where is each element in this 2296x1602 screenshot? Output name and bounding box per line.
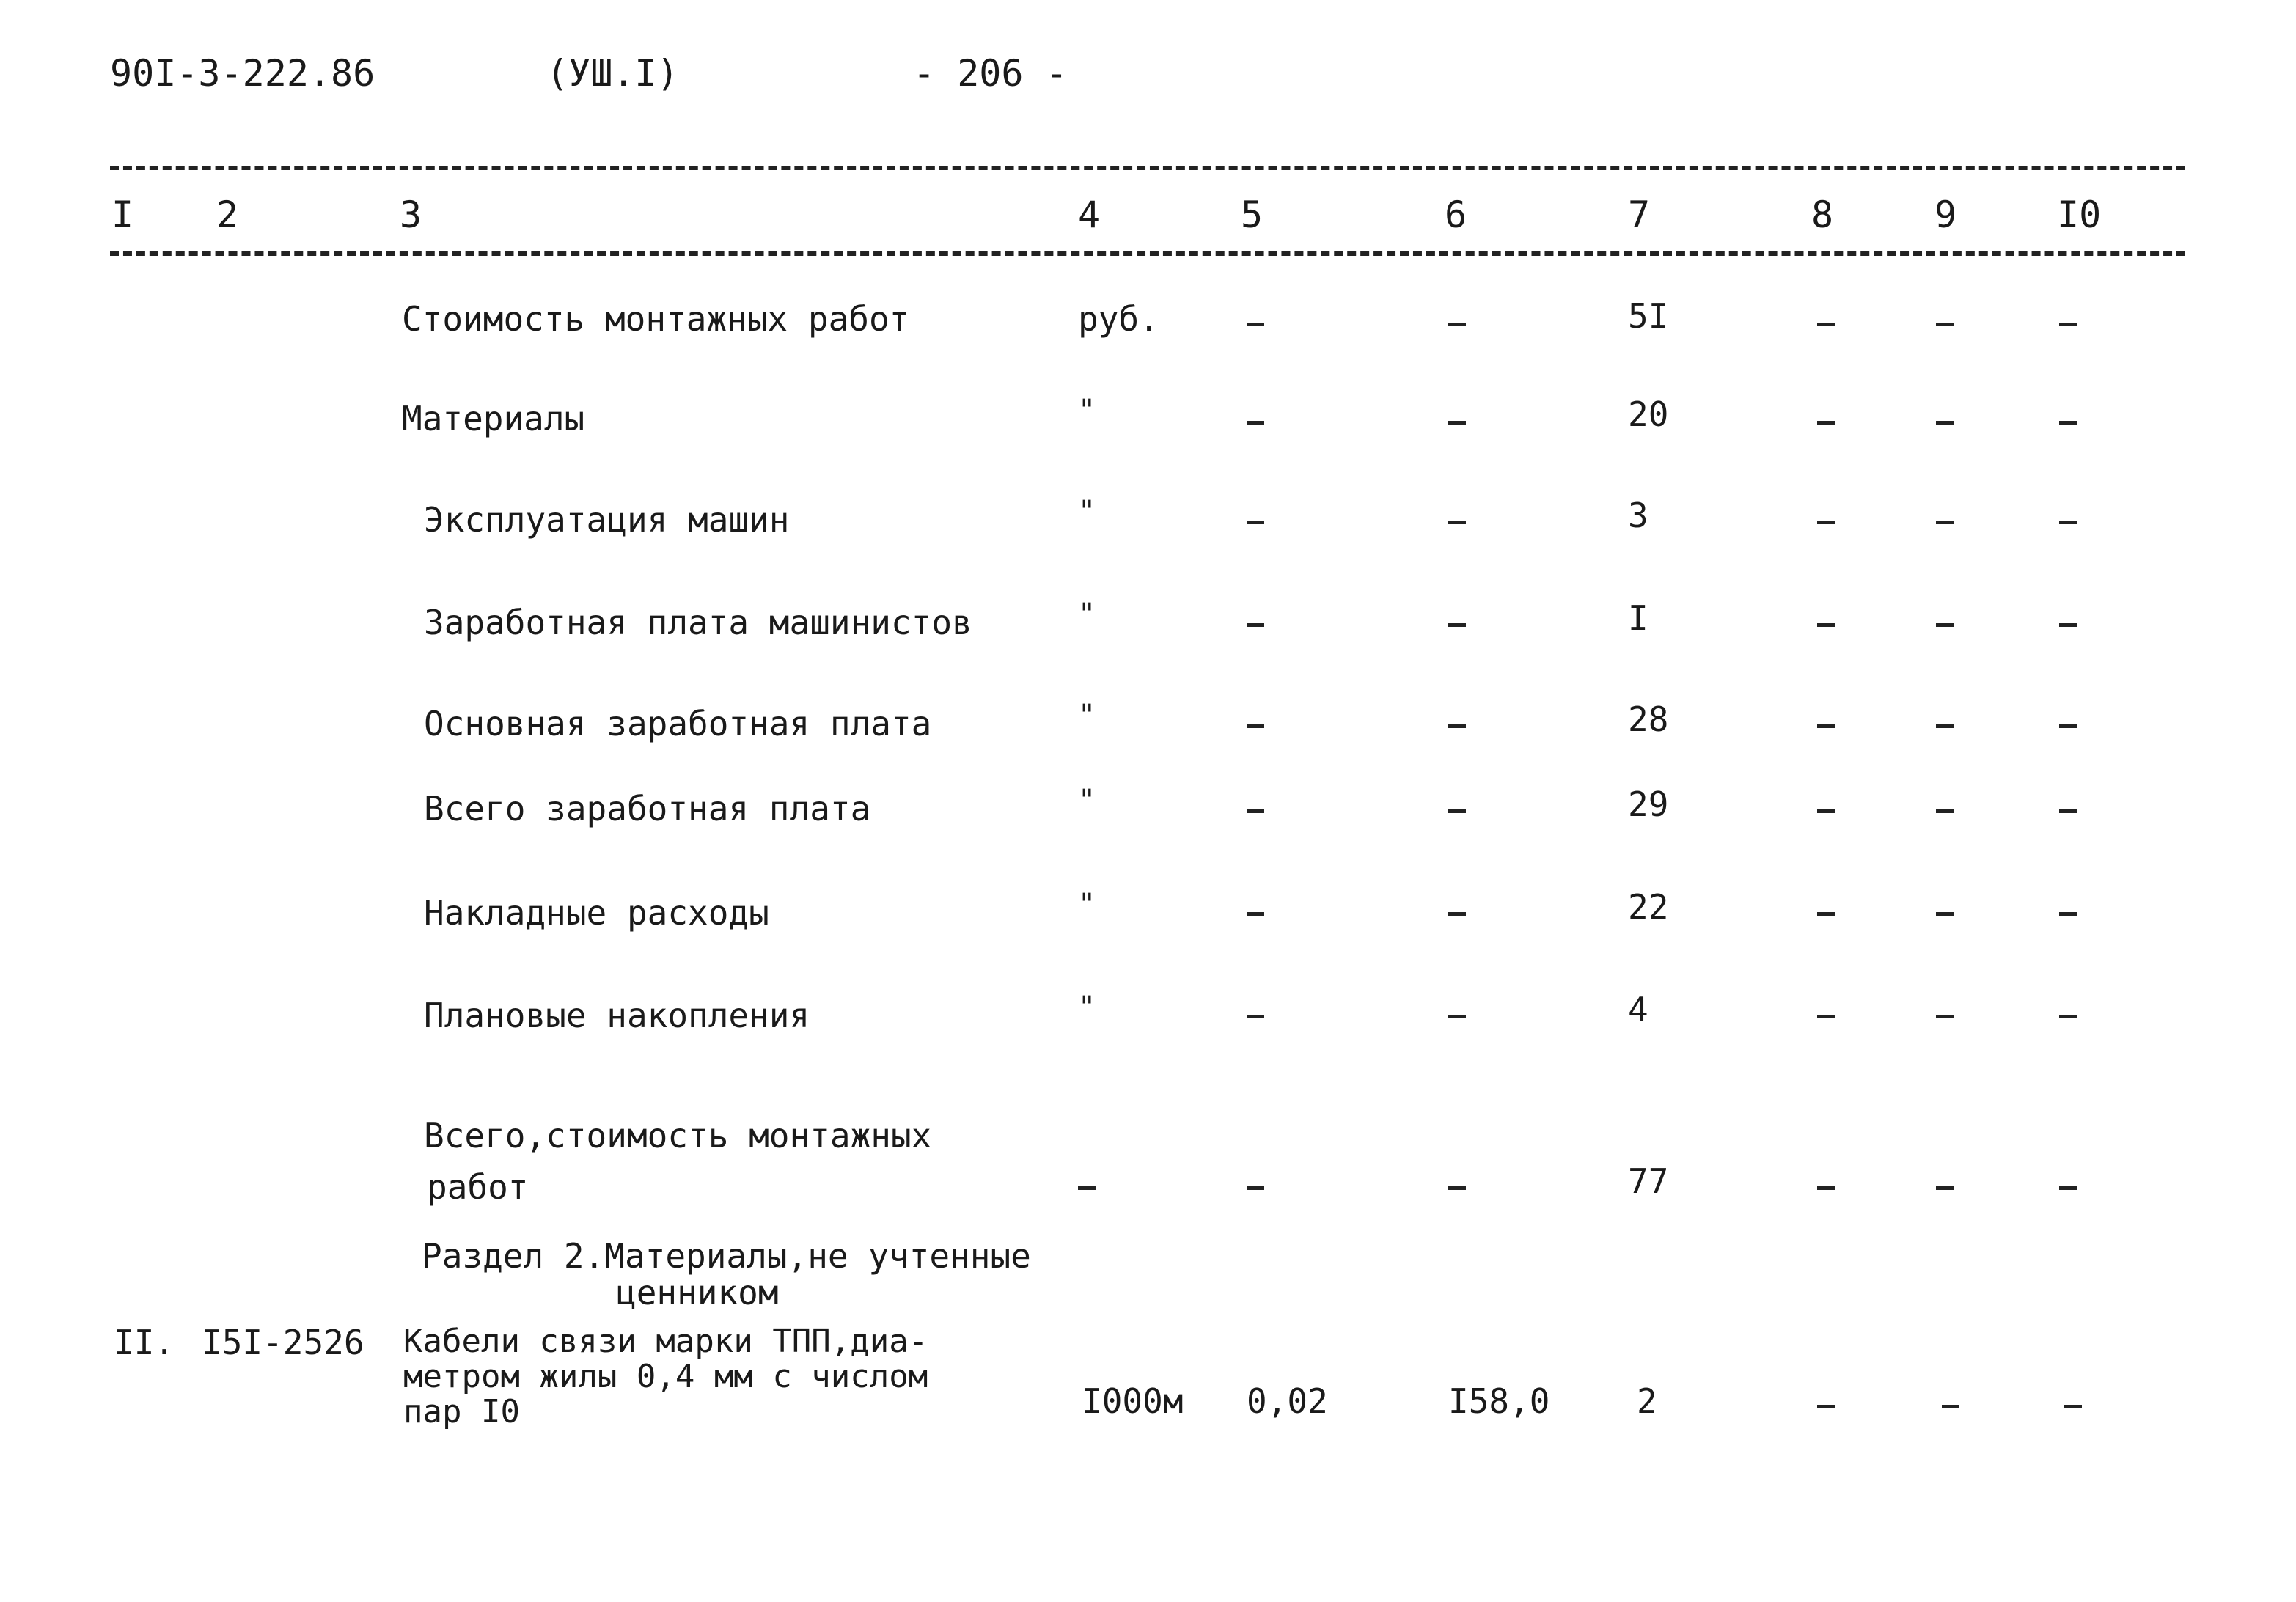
row-col5-dash bbox=[1247, 724, 1264, 728]
row-col6-dash bbox=[1448, 724, 1466, 728]
row-col8-dash bbox=[1817, 521, 1835, 524]
row-unit: " bbox=[1078, 784, 1096, 817]
item-col5-value: 0,02 bbox=[1247, 1381, 1328, 1421]
row-col8-dash bbox=[1817, 623, 1835, 627]
row-col6-dash bbox=[1448, 421, 1466, 425]
document-code: 90I-3-222.86 bbox=[110, 52, 375, 95]
row-col9-dash bbox=[1936, 421, 1954, 425]
row-col9-dash bbox=[1936, 809, 1954, 813]
row-name: Основная заработная плата bbox=[424, 704, 932, 743]
total-row-col4-dash bbox=[1078, 1186, 1096, 1190]
row-col10-dash bbox=[2059, 912, 2077, 916]
column-header-8: 8 bbox=[1811, 194, 1834, 236]
section2-title-line1: Раздел 2.Материалы,не учтенные bbox=[422, 1236, 1031, 1276]
row-col6-dash bbox=[1448, 521, 1466, 524]
column-header-7: 7 bbox=[1628, 194, 1651, 236]
section-code: (УШ.I) bbox=[546, 52, 679, 95]
total-row-col8-dash bbox=[1817, 1186, 1835, 1190]
column-header-2: 2 bbox=[216, 194, 239, 236]
row-col8-dash bbox=[1817, 1015, 1835, 1018]
item-col8-dash bbox=[1817, 1405, 1835, 1408]
row-col10-dash bbox=[2059, 1015, 2077, 1018]
row-col6-dash bbox=[1448, 912, 1466, 916]
row-col6-dash bbox=[1448, 623, 1466, 627]
row-col9-dash bbox=[1936, 323, 1954, 326]
item-col6-value: I58,0 bbox=[1448, 1381, 1550, 1421]
row-col7-value: 5I bbox=[1628, 296, 1669, 336]
row-name: Материалы bbox=[402, 399, 585, 438]
row-col6-dash bbox=[1448, 809, 1466, 813]
total-row-name-line1: Всего,стоимость монтажных bbox=[424, 1116, 932, 1155]
item-unit: I000м bbox=[1082, 1381, 1184, 1421]
total-row-col5-dash bbox=[1247, 1186, 1264, 1190]
column-header-9: 9 bbox=[1934, 194, 1957, 236]
row-unit: " bbox=[1078, 699, 1096, 732]
row-col9-dash bbox=[1936, 724, 1954, 728]
row-col7-value: I bbox=[1628, 598, 1648, 638]
item-code: I5I-2526 bbox=[202, 1323, 364, 1362]
row-col10-dash bbox=[2059, 724, 2077, 728]
row-unit: " bbox=[1078, 991, 1096, 1024]
row-name: Всего заработная плата bbox=[424, 789, 871, 828]
column-header-5: 5 bbox=[1241, 194, 1263, 236]
row-col5-dash bbox=[1247, 1015, 1264, 1018]
row-col7-value: 22 bbox=[1628, 887, 1669, 927]
row-col8-dash bbox=[1817, 323, 1835, 326]
item-description-line2: метром жилы 0,4 мм с числом bbox=[403, 1358, 928, 1395]
row-col7-value: 28 bbox=[1628, 699, 1669, 739]
total-row-col9-dash bbox=[1936, 1186, 1954, 1190]
row-col9-dash bbox=[1936, 623, 1954, 627]
row-unit: " bbox=[1078, 394, 1096, 427]
total-row-col6-dash bbox=[1448, 1186, 1466, 1190]
row-unit: руб. bbox=[1078, 299, 1159, 339]
row-col9-dash bbox=[1936, 912, 1954, 916]
item-description-line3: пар I0 bbox=[403, 1393, 520, 1430]
row-col7-value: 20 bbox=[1628, 394, 1669, 434]
row-col6-dash bbox=[1448, 323, 1466, 326]
row-unit: " bbox=[1078, 495, 1096, 529]
section2-title-line2: ценником bbox=[616, 1273, 779, 1312]
row-unit: " bbox=[1078, 598, 1096, 631]
row-col10-dash bbox=[2059, 323, 2077, 326]
item-col10-dash bbox=[2064, 1405, 2082, 1408]
row-col7-value: 4 bbox=[1628, 990, 1648, 1029]
row-col8-dash bbox=[1817, 421, 1835, 425]
row-col6-dash bbox=[1448, 1015, 1466, 1018]
row-col10-dash bbox=[2059, 809, 2077, 813]
row-col8-dash bbox=[1817, 809, 1835, 813]
item-description-line1: Кабели связи марки ТПП,диа- bbox=[403, 1323, 928, 1360]
row-col7-value: 29 bbox=[1628, 785, 1669, 824]
row-name: Стоимость монтажных работ bbox=[402, 299, 910, 339]
row-name: Накладные расходы bbox=[424, 893, 769, 933]
column-header-10: I0 bbox=[2057, 194, 2102, 236]
row-col10-dash bbox=[2059, 521, 2077, 524]
row-col5-dash bbox=[1247, 521, 1264, 524]
row-col10-dash bbox=[2059, 623, 2077, 627]
row-col8-dash bbox=[1817, 724, 1835, 728]
row-name: Плановые накопления bbox=[424, 996, 810, 1035]
page-number: - 206 - bbox=[913, 52, 1068, 95]
row-unit: " bbox=[1078, 888, 1096, 922]
total-row-name-line2: работ bbox=[427, 1167, 529, 1207]
column-header-6: 6 bbox=[1445, 194, 1467, 236]
row-col5-dash bbox=[1247, 323, 1264, 326]
row-col5-dash bbox=[1247, 421, 1264, 425]
row-name: Эксплуатация машин bbox=[424, 500, 790, 540]
column-header-4: 4 bbox=[1078, 194, 1101, 236]
row-col5-dash bbox=[1247, 912, 1264, 916]
row-col5-dash bbox=[1247, 809, 1264, 813]
total-row-col10-dash bbox=[2059, 1186, 2077, 1190]
row-name: Заработная плата машинистов bbox=[424, 603, 972, 642]
row-col5-dash bbox=[1247, 623, 1264, 627]
row-col7-value: 3 bbox=[1628, 496, 1648, 535]
header-top-rule bbox=[110, 166, 2185, 170]
header-bottom-rule bbox=[110, 251, 2185, 256]
column-header-1: I bbox=[111, 194, 134, 236]
column-header-3: 3 bbox=[400, 194, 422, 236]
row-col10-dash bbox=[2059, 421, 2077, 425]
total-row-col7-value: 77 bbox=[1628, 1161, 1669, 1201]
row-col9-dash bbox=[1936, 521, 1954, 524]
item-number: II. bbox=[114, 1323, 175, 1362]
row-col8-dash bbox=[1817, 912, 1835, 916]
item-col7-value: 2 bbox=[1637, 1381, 1657, 1421]
item-col9-dash bbox=[1942, 1405, 1959, 1408]
row-col9-dash bbox=[1936, 1015, 1954, 1018]
